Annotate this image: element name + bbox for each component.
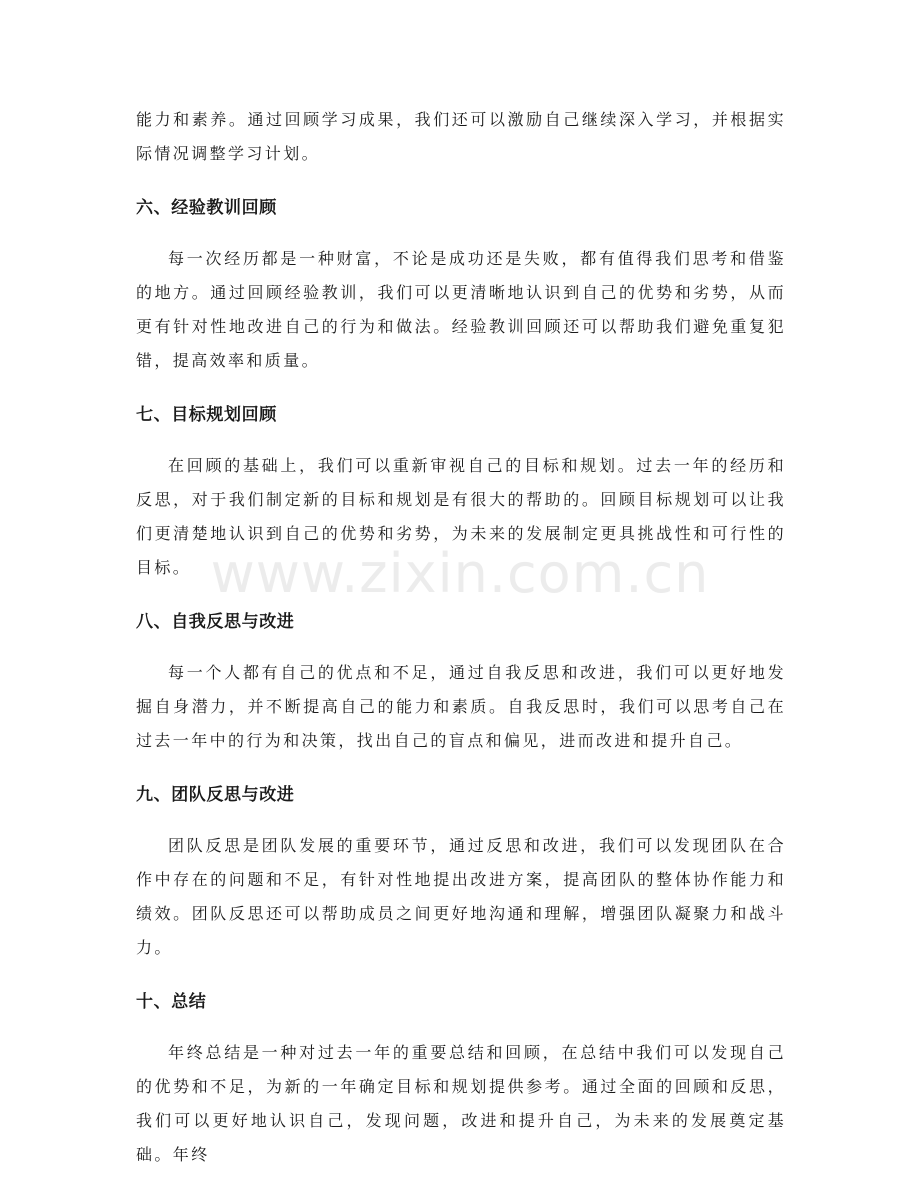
section-body-6: 每一次经历都是一种财富，不论是成功还是失败，都有值得我们思考和借鉴的地方。通过回顾经验教训，我们可以更清晰地认识到自己的优势和劣势，从而更有针对性地改进自己的行为和做法。经验教训回顾还可以帮助我们避免重复犯错，提高效率和质量。 [136, 249, 786, 370]
section-heading-9: 九、团队反思与改进 [136, 785, 295, 805]
section-body-10: 年终总结是一种对过去一年的重要总结和回顾，在总结中我们可以发现自己的优势和不足，为新的一年确定目标和规划提供参考。通过全面的回顾和反思，我们可以更好地认识自己，发现问题，改进和提升自己，为未来的发展奠定基础。年终 [136, 1043, 786, 1164]
section-heading-6: 六、经验教训回顾 [136, 198, 277, 218]
document-content [136, 103, 786, 1172]
section-heading-10: 十、总结 [136, 992, 207, 1012]
section-heading-7: 七、目标规划回顾 [136, 405, 277, 425]
section-body-7: 在回顾的基础上，我们可以重新审视自己的目标和规划。过去一年的经历和反思，对于我们制定新的目标和规划是有很大的帮助的。回顾目标规划可以让我们更清楚地认识到自己的优势和劣势，为未来的发展制定更具挑战性和可行性的目标。 [136, 456, 786, 577]
section-heading-8: 八、自我反思与改进 [136, 612, 295, 632]
intro-paragraph: 能力和素养。通过回顾学习成果，我们还可以激励自己继续深入学习，并根据实际情况调整学习计划。 [136, 110, 786, 163]
section-body-8: 每一个人都有自己的优点和不足，通过自我反思和改进，我们可以更好地发掘自身潜力，并不断提高自己的能力和素质。自我反思时，我们可以思考自己在过去一年中的行为和决策，找出自己的盲点和偏见，进而改进和提升自己。 [136, 663, 786, 750]
section-body-9: 团队反思是团队发展的重要环节，通过反思和改进，我们可以发现团队在合作中存在的问题和不足，有针对性地提出改进方案，提高团队的整体协作能力和绩效。团队反思还可以帮助成员之间更好地沟通和理解，增强团队凝聚力和战斗力。 [136, 836, 786, 957]
watermark-text: www.zixin.com.cn [210, 542, 710, 605]
